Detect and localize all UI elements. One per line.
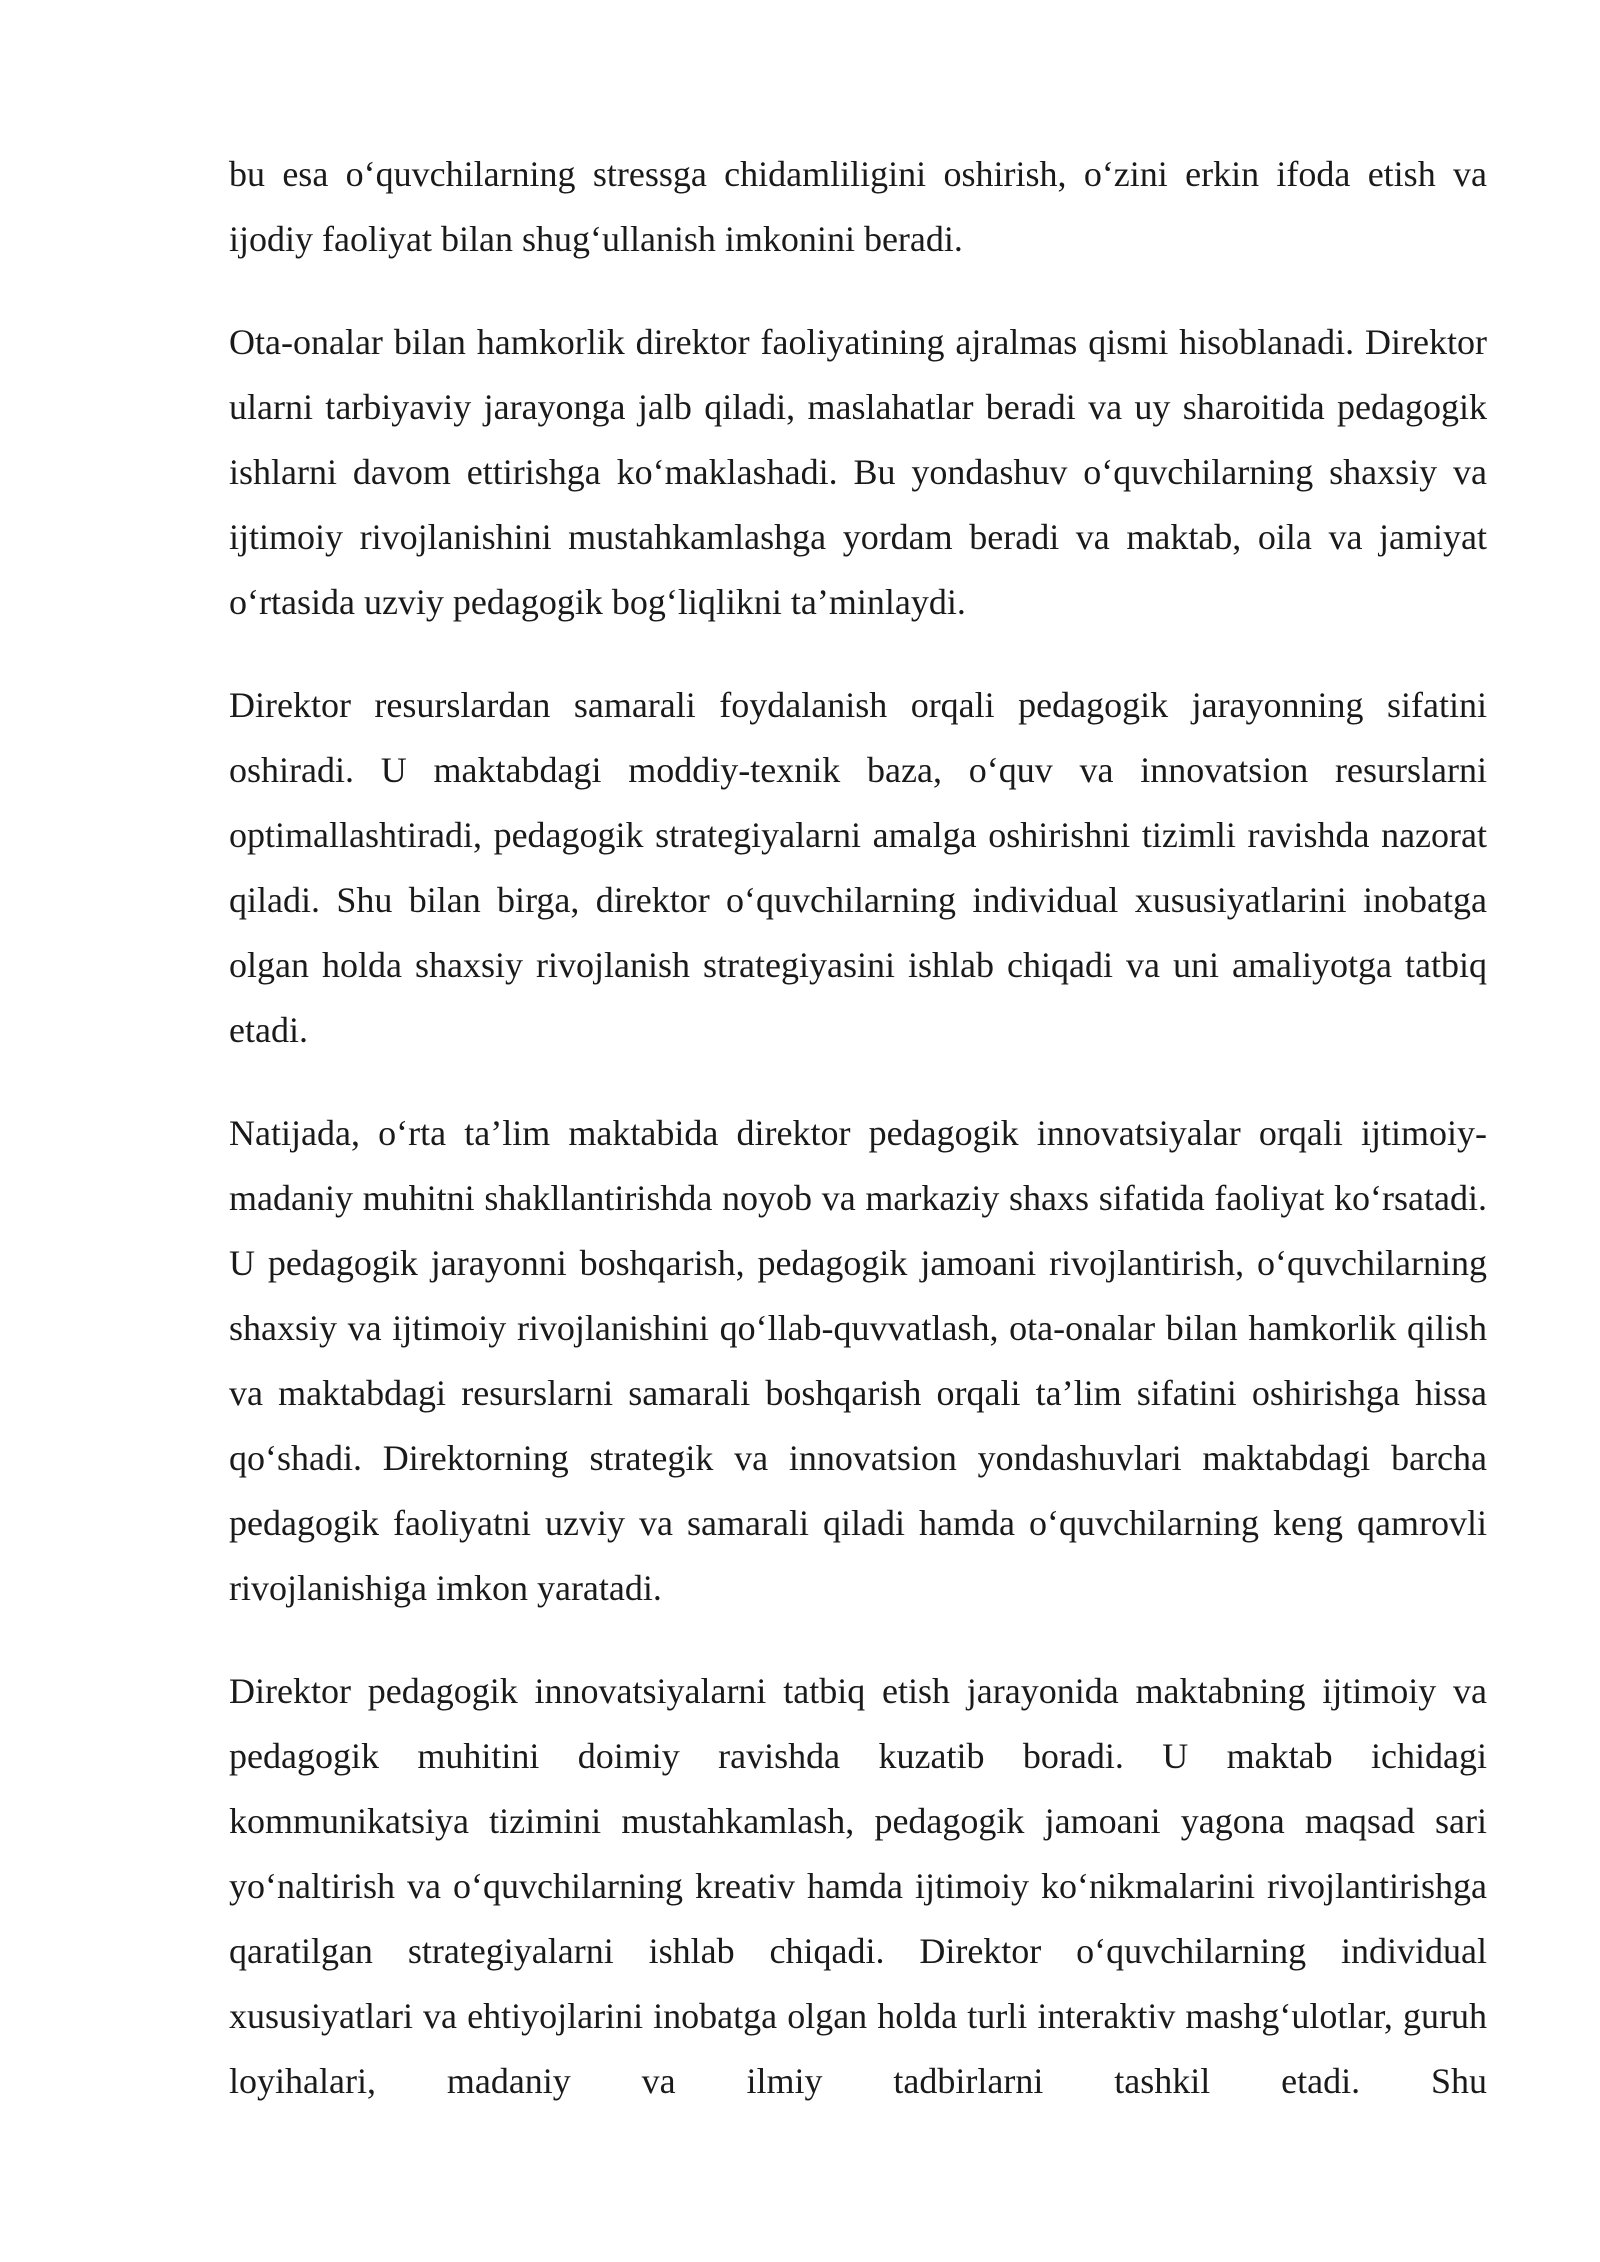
paragraph-1: bu esa o‘quvchilarning stressga chidamliligini oshirish, o‘zini erkin ifoda etish va ijodiy faoliyat bilan shug‘ullanish imkonini beradi. [229,154,1487,259]
paragraph-2: Ota-onalar bilan hamkorlik direktor faoliyatining ajralmas qismi hisoblanadi. Direktor ularni tarbiyaviy jarayonga jalb qiladi, maslahatlar beradi va uy sharoitida pedagogik ishlarni davom ettirishga ko‘maklashadi. Bu yondashuv o‘quvchilarning shaxsiy va ijtimoiy rivojlanishini mustahkamlashga yordam beradi va maktab, oila va jamiyat o‘rtasida uzviy pedagogik bog‘liqlikni ta’minlaydi. [229,322,1487,622]
paragraph-5: Direktor pedagogik innovatsiyalarni tatbiq etish jarayonida maktabning ijtimoiy va pedagogik muhitini doimiy ravishda kuzatib boradi. U maktab ichidagi kommunikatsiya tizimini mustahkamlash, pedagogik jamoani yagona maqsad sari yo‘naltirish va o‘quvchilarning kreativ hamda ijtimoiy ko‘nikmalarini rivojlantirishga qaratilgan strategiyalarni ishlab chiqadi. Direktor o‘quvchilarning individual xususiyatlari va ehtiyojlarini inobatga olgan holda turli interaktiv mashg‘ulotlar, guruh loyihalari, madaniy va ilmiy tadbirlarni tashkil etadi. Shu [229,1671,1487,2101]
paragraph-3: Direktor resurslardan samarali foydalanish orqali pedagogik jarayonning sifatini oshiradi. U maktabdagi moddiy-texnik baza, o‘quv va innovatsion resurslarni optimallashtiradi, pedagogik strategiyalarni amalga oshirishni tizimli ravishda nazorat qiladi. Shu bilan birga, direktor o‘quvchilarning individual xususiyatlarini inobatga olgan holda shaxsiy rivojlanish strategiyasini ishlab chiqadi va uni amaliyotga tatbiq etadi. [229,685,1487,1050]
document-page [229,142,1487,2114]
paragraph-4: Natijada, o‘rta ta’lim maktabida direktor pedagogik innovatsiyalar orqali ijtimoiy-madaniy muhitni shakllantirishda noyob va markaziy shaxs sifatida faoliyat ko‘rsatadi. U pedagogik jarayonni boshqarish, pedagogik jamoani rivojlantirish, o‘quvchilarning shaxsiy va ijtimoiy rivojlanishini qo‘llab-quvvatlash, ota-onalar bilan hamkorlik qilish va maktabdagi resurslarni samarali boshqarish orqali ta’lim sifatini oshirishga hissa qo‘shadi. Direktorning strategik va innovatsion yondashuvlari maktabdagi barcha pedagogik faoliyatni uzviy va samarali qiladi hamda o‘quvchilarning keng qamrovli rivojlanishiga imkon yaratadi. [229,1113,1487,1608]
